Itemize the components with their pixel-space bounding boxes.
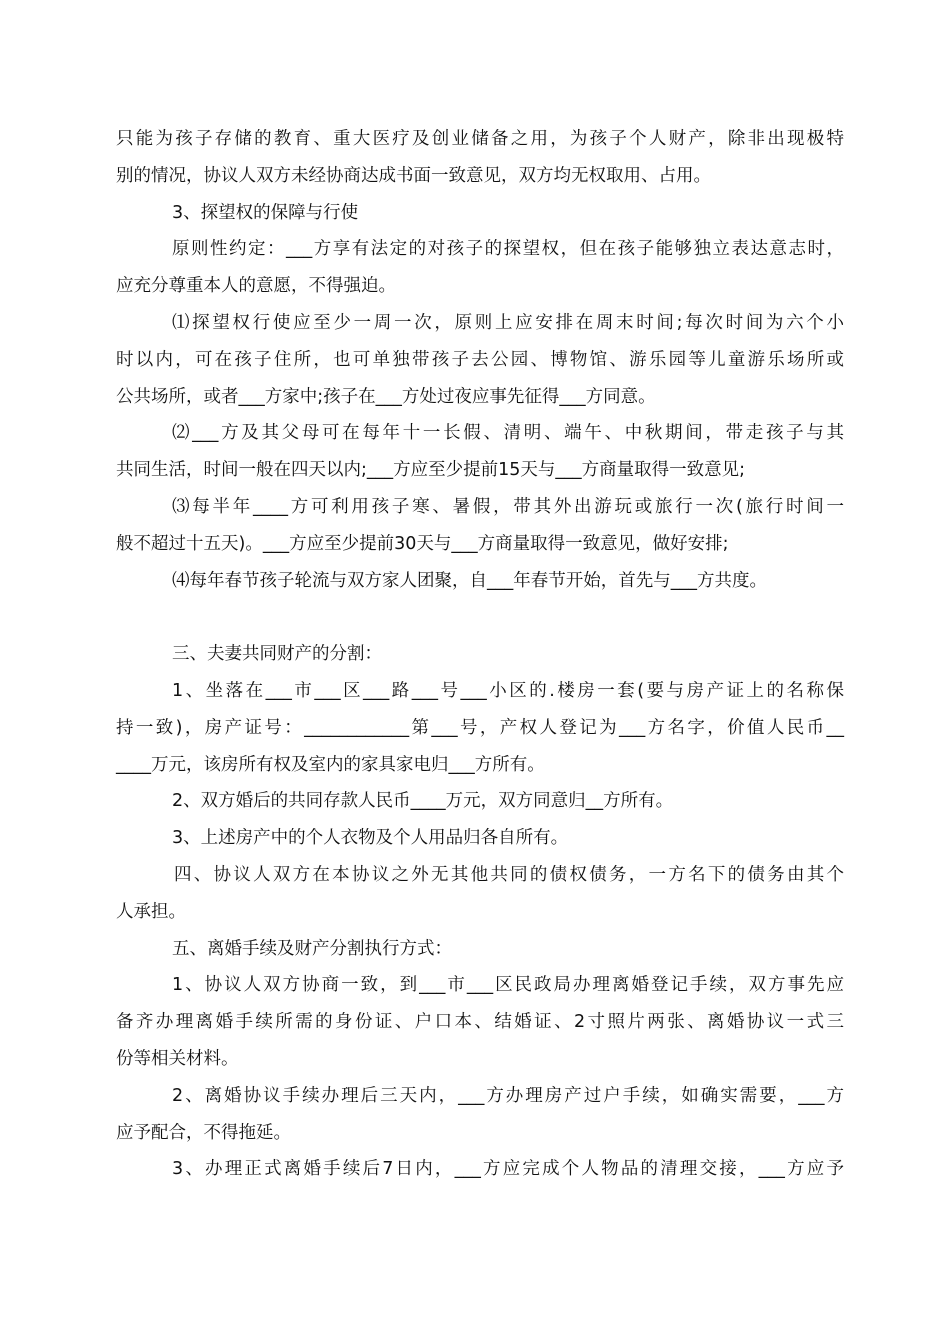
text-line: 3、办理正式离婚手续后7日内，___方应完成个人物品的清理交接，___方应予 [172, 1159, 844, 1180]
text-line: 3、探望权的保障与行使 [172, 202, 359, 223]
text-line: 持一致)，房产证号：____________第___号，产权人登记为___方名字，价值人民币__ [116, 717, 844, 738]
text-line: 应予配合，不得拖延。 [116, 1122, 291, 1143]
text-line: 时以内，可在孩子住所，也可单独带孩子去公园、博物馆、游乐园等儿童游乐场所或 [116, 349, 844, 370]
text-line: 1、坐落在___市___区___路___号___小区的.楼房一套(要与房产证上的名称保 [172, 680, 844, 701]
text-line: 原则性约定：___方享有法定的对孩子的探望权，但在孩子能够独立表达意志时， [172, 239, 844, 260]
text-line: 三、夫妻共同财产的分割： [172, 644, 382, 665]
text-line: 人承担。 [116, 901, 186, 922]
document-body [116, 121, 844, 1188]
text-line: 别的情况，协议人双方未经协商达成书面一致意见，双方均无权取用、占用。 [116, 165, 711, 186]
text-line: 2、离婚协议手续办理后三天内，___方办理房产过户手续，如确实需要，___方 [172, 1085, 844, 1106]
text-line: 般不超过十五天)。___方应至少提前30天与___方商量取得一致意见，做好安排; [116, 533, 729, 554]
text-line: ⑵___方及其父母可在每年十一长假、清明、端午、中秋期间，带走孩子与其 [172, 423, 844, 444]
text-line: 1、协议人双方协商一致，到___市___区民政局办理离婚登记手续，双方事先应 [172, 975, 844, 996]
text-line: ____万元，该房所有权及室内的家具家电归___方所有。 [116, 754, 545, 775]
text-line: 应充分尊重本人的意愿，不得强迫。 [116, 276, 396, 297]
text-line: 四、协议人双方在本协议之外无其他共同的债权债务，一方名下的债务由其个 [174, 864, 844, 885]
text-line: ⑷每年春节孩子轮流与双方家人团聚，自___年春节开始，首先与___方共度。 [172, 570, 767, 591]
text-line: ⑴探望权行使应至少一周一次，原则上应安排在周末时间;每次时间为六个小 [172, 312, 844, 333]
text-line: 只能为孩子存储的教育、重大医疗及创业储备之用，为孩子个人财产，除非出现极特 [116, 129, 844, 149]
text-line: 公共场所，或者___方家中;孩子在___方处过夜应事先征得___方同意。 [116, 386, 656, 407]
blank-line [116, 599, 844, 636]
text-line: 3、上述房产中的个人衣物及个人用品归各自所有。 [172, 828, 569, 849]
text-line: 份等相关材料。 [116, 1048, 239, 1069]
text-line: 共同生活，时间一般在四天以内;___方应至少提前15天与___方商量取得一致意见; [116, 460, 746, 481]
text-line: 五、离婚手续及财产分割执行方式： [172, 938, 452, 959]
text-line: ⑶每半年____方可利用孩子寒、暑假，带其外出游玩或旅行一次(旅行时间一 [172, 496, 844, 517]
text-line: 备齐办理离婚手续所需的身份证、户口本、结婚证、2寸照片两张、离婚协议一式三 [116, 1012, 844, 1033]
text-line: 2、双方婚后的共同存款人民币____万元，双方同意归__方所有。 [172, 791, 674, 812]
